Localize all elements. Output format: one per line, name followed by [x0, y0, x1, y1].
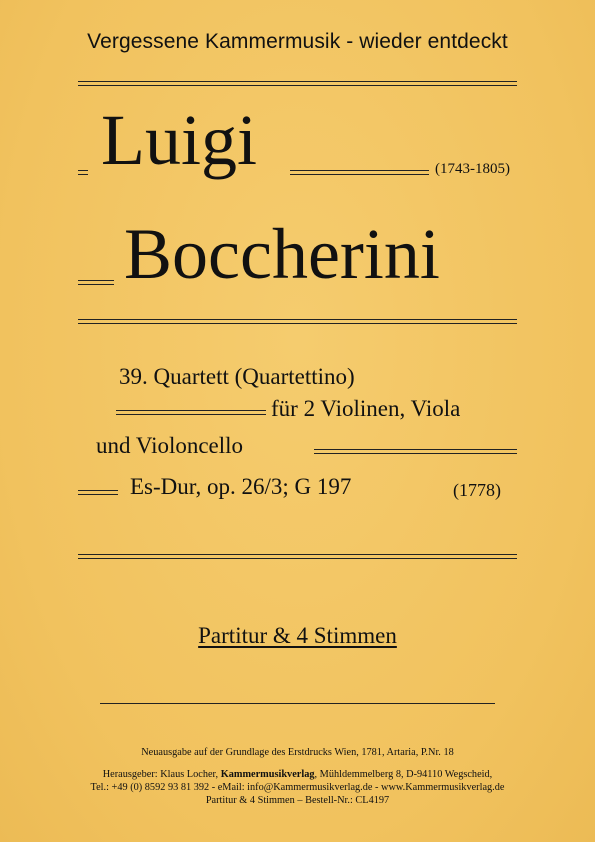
composer-first-name: Luigi: [101, 100, 257, 180]
series-title: Vergessene Kammermusik - wieder entdeckt: [87, 30, 508, 53]
footer-publisher-address: , Mühldemmelberg 8, D-94110 Wegscheid,: [314, 769, 493, 780]
decor-line-instr-2: [314, 449, 517, 454]
footer-order: Partitur & 4 Stimmen – Bestell-Nr.: CL4197: [205, 795, 390, 806]
divider-footer: [100, 703, 495, 704]
footer-publisher-name: Kammermusikverlag: [220, 769, 315, 780]
composer-last-name: Boccherini: [124, 214, 440, 294]
footer-source-note: Neuausgabe auf der Grundlage des Erstdrucks Wien, 1781, Artaria, P.Nr. 18: [141, 747, 454, 758]
work-title: 39. Quartett (Quartettino): [119, 364, 355, 389]
divider-lower: [78, 554, 517, 559]
footer-contact: Tel.: +49 (0) 8592 93 81 392 - eMail: info@Kammermusikverlag.de - www.Kammermusikverlag.de: [90, 782, 505, 793]
composition-year: (1778): [453, 480, 501, 500]
edition-type: Partitur & 4 Stimmen: [198, 623, 397, 648]
decor-dash-key: [78, 490, 118, 495]
divider-top: [78, 81, 517, 86]
composer-life-dates: (1743-1805): [435, 161, 510, 177]
footer-publisher-prefix: Herausgeber: Klaus Locher,: [102, 769, 221, 780]
instrumentation-line-1: für 2 Violinen, Viola: [271, 396, 461, 421]
divider-middle: [78, 319, 517, 324]
decor-dash-left-1: [78, 170, 88, 175]
decor-dash-left-2: [78, 280, 114, 285]
decor-line-after-first-name: [290, 170, 429, 175]
key-and-opus: Es-Dur, op. 26/3; G 197: [130, 474, 352, 499]
decor-line-instr-1: [116, 410, 266, 415]
instrumentation-line-2: und Violoncello: [96, 433, 244, 458]
footer-publisher: [0, 768, 595, 781]
